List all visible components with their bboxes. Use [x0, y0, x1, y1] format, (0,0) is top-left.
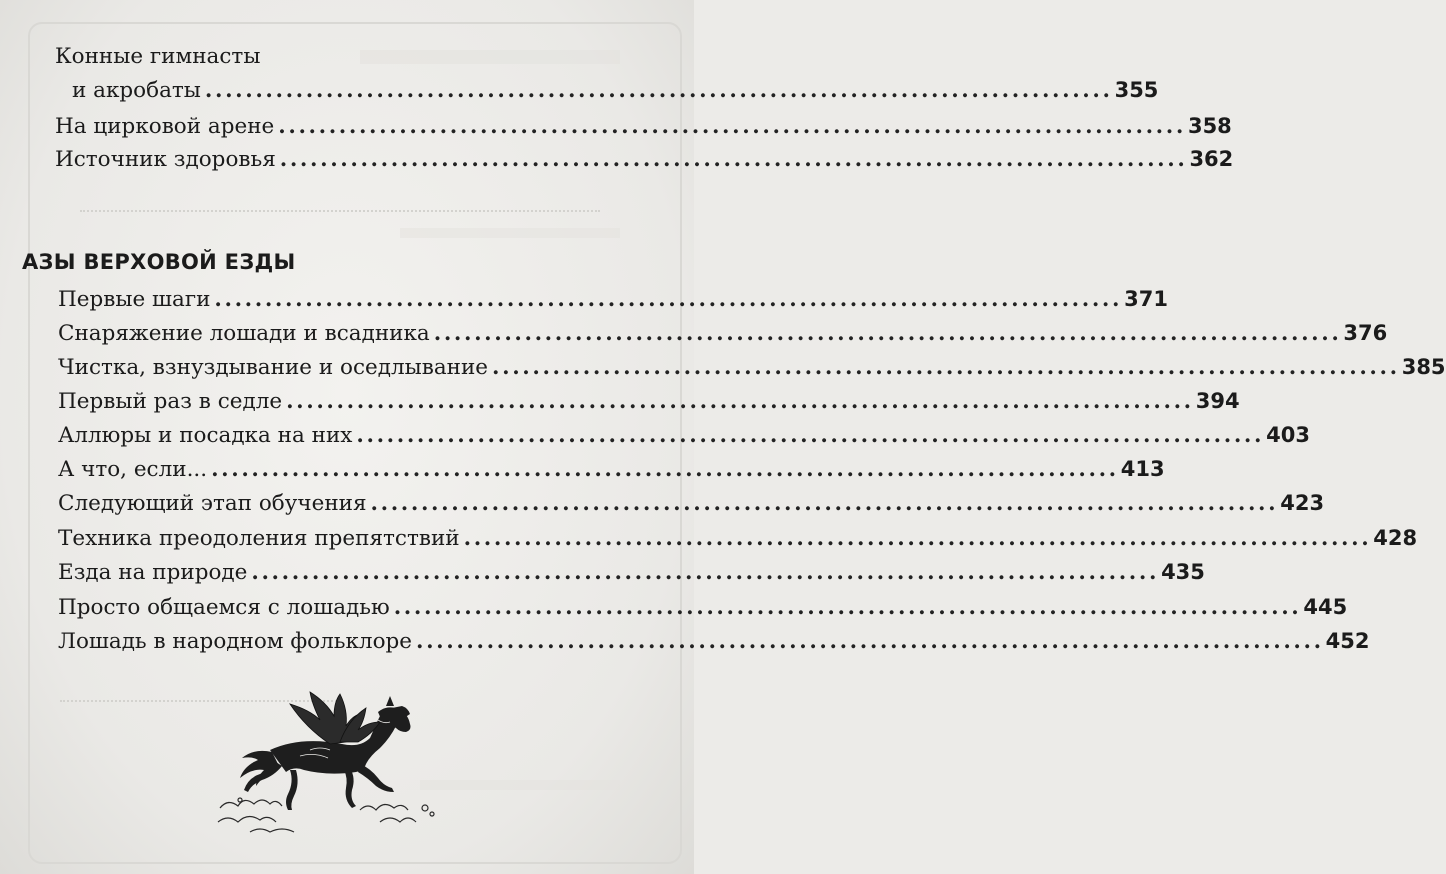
- dot-leader: ..........................................................................................: [492, 355, 1400, 380]
- toc-entry[interactable]: [58, 386, 1240, 416]
- toc-entry-title: Чистка, взнуздывание и оседлывание: [58, 355, 489, 380]
- toc-entry[interactable]: [58, 318, 1388, 348]
- toc-entry-title: Езда на природе: [58, 560, 248, 585]
- page-number: 428: [1373, 526, 1418, 550]
- pegasus-icon: [210, 690, 450, 840]
- section-heading: АЗЫ ВЕРХОВОЙ ЕЗДЫ: [22, 250, 296, 274]
- toc-entry[interactable]: [58, 284, 1168, 314]
- toc-entry-title[interactable]: Конные гимнасты: [55, 44, 261, 69]
- toc-entry-title: Просто общаемся с лошадью: [58, 595, 390, 620]
- toc-entry-title: Техника преодоления препятствий: [58, 526, 460, 551]
- page-number: 358: [1187, 114, 1232, 138]
- toc-entry-title: Аллюры и посадка на них: [58, 423, 353, 448]
- toc-entry[interactable]: [55, 144, 1234, 174]
- toc-entry[interactable]: [58, 592, 1348, 622]
- page-number: 385: [1401, 355, 1446, 379]
- dot-leader: ..........................................................................................: [370, 491, 1279, 516]
- toc-entry-title: Источник здоровья: [55, 147, 276, 172]
- toc-entry-title: Первые шаги: [58, 287, 211, 312]
- dot-leader: ..........................................................................................: [204, 78, 1113, 103]
- page-number: 413: [1120, 457, 1165, 481]
- dot-leader: ..........................................................................................: [433, 321, 1342, 346]
- dot-leader: ..........................................................................................: [211, 457, 1119, 482]
- page-number: 355: [1114, 78, 1159, 102]
- page-number: 376: [1343, 321, 1388, 345]
- dot-leader: ..........................................................................................: [416, 629, 1324, 654]
- toc-entry-title: Первый раз в седле: [58, 389, 283, 414]
- toc-entry-title: Снаряжение лошади и всадника: [58, 321, 430, 346]
- toc-entry[interactable]: [58, 626, 1370, 656]
- page-number: 435: [1161, 560, 1205, 584]
- toc-entry-title: На цирковой арене: [55, 114, 275, 139]
- toc-entry[interactable]: [58, 352, 1446, 382]
- toc-entry[interactable]: [58, 454, 1165, 484]
- toc-entry[interactable]: [58, 523, 1418, 553]
- toc-entry[interactable]: [58, 420, 1310, 450]
- page-number: 403: [1266, 423, 1310, 447]
- dot-leader: ..........................................................................................: [279, 147, 1188, 172]
- dot-leader: ..........................................................................................: [214, 287, 1123, 312]
- dot-leader: ..........................................................................................: [251, 560, 1160, 585]
- page-number: 362: [1189, 147, 1234, 171]
- dot-leader: ..........................................................................................: [393, 595, 1302, 620]
- toc-entry[interactable]: [58, 488, 1325, 518]
- toc-entry[interactable]: [58, 557, 1205, 587]
- page-number: 394: [1195, 389, 1240, 413]
- dot-leader: ..........................................................................................: [286, 389, 1194, 414]
- toc-entry-title: Следующий этап обучения: [58, 491, 367, 516]
- page-number: 445: [1303, 595, 1348, 619]
- dot-leader: ..........................................................................................: [278, 114, 1186, 139]
- toc-entry[interactable]: [55, 111, 1232, 141]
- dot-leader: ..........................................................................................: [463, 526, 1372, 551]
- page-number: 452: [1325, 629, 1370, 653]
- toc-entry-title: Лошадь в народном фольклоре: [58, 629, 412, 654]
- toc-entry-title: и акробаты: [72, 78, 201, 103]
- toc-entry[interactable]: [72, 75, 1159, 105]
- toc-entry-title: А что, если...: [58, 457, 208, 482]
- dot-leader: ..........................................................................................: [356, 423, 1265, 448]
- page-number: 423: [1280, 491, 1325, 515]
- page-number: 371: [1124, 287, 1168, 311]
